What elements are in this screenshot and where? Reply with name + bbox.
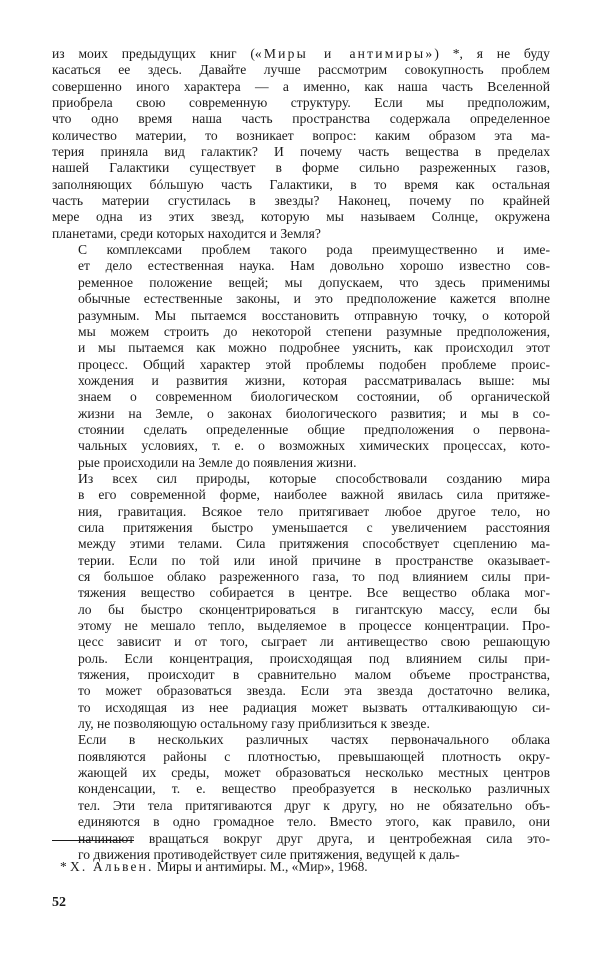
text-line: [52, 291, 550, 307]
text-line: [52, 504, 550, 520]
text-line: [52, 226, 550, 242]
text-segment: сила притяжения быстро уменьшается с увеличением расстояния: [78, 519, 550, 535]
text-segment: появляются районы с плотностью, превышающей плотность окру-: [78, 748, 550, 764]
text-segment: ременное положение вещей; мы допускаем, что здесь применимы: [78, 274, 550, 290]
text-segment: и мы пытаемся как можно подробнее уяснить, как происходил этот: [78, 340, 550, 356]
text-segment: цесс зависит и от того, сыграет ли антивещество свою решающую: [78, 634, 550, 650]
paragraph: [52, 732, 550, 863]
text-line: [52, 373, 550, 389]
text-line: [52, 634, 550, 650]
text-segment: С комплексами проблем такого рода преимущественно и име-: [78, 242, 550, 258]
text-segment: то исходящая из нее радиация может вызвать отталкивающую си-: [78, 699, 550, 715]
text-segment: количество материи, то возникает вопрос: каким образом эта ма-: [52, 127, 550, 143]
text-line: [52, 471, 550, 487]
text-segment: терия приняла вид галактик? И почему часть вещества в пределах: [52, 144, 550, 160]
text-line: [52, 160, 550, 176]
text-segment: Из всех сил природы, которые способствовали созданию мира: [78, 470, 550, 486]
text-line: [52, 62, 550, 78]
text-segment: заполняющих бóльшую часть Галактики, в то время как остальная: [52, 176, 550, 192]
text-segment: Если в нескольких различных частях первоначального облака: [78, 732, 550, 748]
text-segment: тяжения вещество собирается в центре. Все вещество облака мог-: [78, 585, 550, 601]
text-segment: единяются в одно громадное тело. Вместо этого, как правило, они: [78, 814, 550, 830]
text-line: [52, 700, 550, 716]
text-segment: лу, не позволяющую остальному газу приблизиться к звезде.: [78, 716, 430, 732]
text-line: [52, 683, 550, 699]
paragraph: [52, 471, 550, 733]
footnote: [60, 859, 550, 875]
text-segment: роль. Если концентрация, происходящая под влиянием силы при-: [78, 650, 550, 666]
text-line: [52, 798, 550, 814]
text-segment: обычные естественные законы, и это предположение кажется вполне: [78, 291, 550, 307]
text-line: [52, 765, 550, 781]
text-segment: касаться ее здесь. Давайте лучше рассмотрим совокупность проблем: [52, 62, 550, 78]
footnote-author: Х. Альвен.: [70, 859, 154, 874]
footnote-divider: [52, 840, 134, 841]
text-line: [52, 536, 550, 552]
text-segment: разумным. Мы пытаемся восстановить отправную точку, о которой: [78, 307, 550, 323]
text-line: [52, 144, 550, 160]
text-line: [52, 455, 550, 471]
text-line: [52, 406, 550, 422]
text-line: [52, 520, 550, 536]
text-line: [52, 438, 550, 454]
text-line: [52, 209, 550, 225]
text-segment: хождения и развития жизни, которая рассматривалась выше: мы: [78, 372, 550, 388]
footnote-text: Миры и антимиры. М., «Мир», 1968.: [153, 859, 368, 874]
text-segment: начинают вращаться вокруг друг друга, и центробежная сила это-: [78, 830, 550, 846]
text-line: [52, 177, 550, 193]
text-segment: конденсации, т. е. вещество преобразуется в несколько различных: [78, 781, 550, 797]
text-segment: рые происходили на Земле до появления жизни.: [78, 454, 357, 470]
text-line: [52, 357, 550, 373]
text-segment: что одно время наша часть пространства содержала определенное: [52, 111, 550, 127]
text-segment: ет дело естественная наука. Нам довольно хорошо известно сов-: [78, 258, 550, 274]
text-line: [52, 258, 550, 274]
text-segment: стоянии сделать определенные общие предположения о первона-: [78, 421, 550, 437]
text-line: [52, 667, 550, 683]
text-segment: знаем о современном биологическом состоянии, об органической: [78, 389, 550, 405]
text-line: [52, 602, 550, 618]
footnote-marker: *: [60, 859, 71, 874]
text-line: [52, 275, 550, 291]
text-line: [52, 781, 550, 797]
text-segment: терии. Если по той или иной причине в пространстве оказывает-: [78, 552, 550, 568]
text-segment: ) *, я не буду: [434, 46, 550, 61]
text-segment: часть материи сгустилась в звезды? Наконец, почему по крайней: [52, 193, 550, 209]
text-segment: тел. Эти тела притягиваются друг к другу, но не обязательно объ-: [78, 797, 550, 813]
text-segment: то может образоваться звезда. Если эта звезда достаточно велика,: [78, 683, 550, 699]
text-line: [52, 46, 550, 62]
text-segment: приобрела свою современную структуру. Если мы предположим,: [52, 95, 550, 111]
text-line: [52, 111, 550, 127]
text-segment: ло бы быстро сконцентрироваться в гигантскую массу, если бы: [78, 601, 550, 617]
text-line: [52, 95, 550, 111]
text-line: [52, 553, 550, 569]
text-line: [52, 340, 550, 356]
text-segment: мере одна из этих звезд, которую мы называем Солнце, окружена: [52, 209, 550, 225]
text-line: [52, 487, 550, 503]
paragraph: [52, 46, 550, 242]
book-title-spaced: «Миры и антимиры»: [254, 46, 435, 61]
text-segment: нашей Галактики существует в форме сильно разреженных газов,: [52, 160, 550, 176]
text-segment: планетами, среди которых находится и Земля?: [52, 225, 321, 241]
text-line: [52, 569, 550, 585]
text-segment: в его современной форме, наиболее важной явилась сила притяже-: [78, 487, 550, 503]
text-line: [52, 749, 550, 765]
text-segment: жизни на Земле, о законах биологического развития; и мы в со-: [78, 405, 550, 421]
text-segment: из моих предыдущих книг (: [52, 46, 255, 61]
text-segment: совершенно иного характера — а именно, как наша часть Вселенной: [52, 78, 550, 94]
text-segment: мы можем строить до некоторой степени разумные предположения,: [78, 323, 550, 339]
text-line: [52, 324, 550, 340]
main-text: [52, 46, 550, 863]
text-segment: жающей их среды, может образоваться несколько местных центров: [78, 765, 550, 781]
text-line: [52, 389, 550, 405]
text-line: [52, 651, 550, 667]
text-line: [52, 193, 550, 209]
text-line: [52, 716, 550, 732]
text-segment: тяжения, происходит в сравнительно малом объеме пространства,: [78, 667, 550, 683]
text-segment: ния, гравитация. Всякое тело притягивает любое другое тело, но: [78, 503, 550, 519]
text-line: [52, 585, 550, 601]
text-line: [52, 422, 550, 438]
text-segment: этому не мешало тепло, выделяемое в процессе концентрации. Про-: [78, 618, 550, 634]
text-segment: процесс. Общий характер этой проблемы подобен проблеме проис-: [78, 356, 550, 372]
text-line: [52, 308, 550, 324]
text-segment: ся большое облако разреженного газа, то под влиянием силы при-: [78, 569, 550, 584]
text-segment: между этими телами. Сила притяжения способствует сцеплению ма-: [78, 536, 550, 552]
text-segment: чальных условиях, т. е. о возможных химических процессах, кото-: [78, 438, 550, 454]
text-line: [52, 79, 550, 95]
text-line: [52, 618, 550, 634]
text-segment: го движения противодействует силе притяжения, ведущей к даль-: [78, 846, 460, 862]
text-line: [52, 128, 550, 144]
text-line: [52, 732, 550, 748]
text-line: [52, 242, 550, 258]
text-line: [52, 814, 550, 830]
page-number: 52: [52, 895, 66, 910]
text-line: [52, 831, 550, 847]
paragraph: [52, 242, 550, 471]
